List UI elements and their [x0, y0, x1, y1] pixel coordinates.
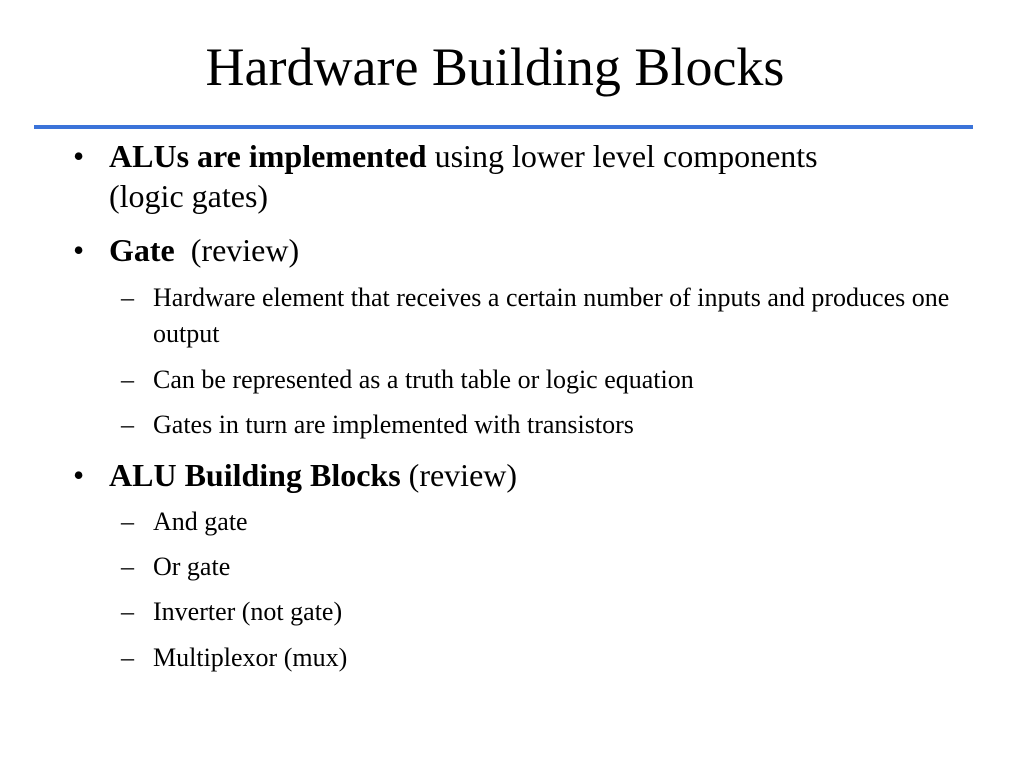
dash-marker: –	[121, 365, 134, 394]
slide-title: Hardware Building Blocks	[205, 37, 785, 97]
bullet-item	[73, 136, 869, 216]
bullet-marker: •	[73, 138, 85, 174]
dash-marker: –	[121, 552, 134, 581]
sub-bullet-text: Inverter (not gate)	[153, 597, 343, 626]
sub-bullet-text: Gates in turn are implemented with transistors	[153, 410, 634, 439]
dash-marker: –	[121, 643, 134, 672]
sub-bullet-item	[121, 280, 983, 352]
bullet-bold-text: Gate	[109, 232, 175, 268]
bullet-item	[73, 230, 869, 270]
bullet-text: (review)	[400, 457, 518, 493]
sub-bullet-item	[121, 640, 983, 676]
bullet-item	[73, 455, 869, 495]
bullet-bold-text: ALUs are implemented	[109, 138, 427, 174]
sub-bullet-item	[121, 362, 983, 398]
sub-bullet-item	[121, 504, 983, 540]
sub-bullet-item	[121, 407, 983, 443]
bullet-text: (review)	[174, 232, 300, 268]
dash-marker: –	[121, 410, 134, 439]
sub-bullet-text: Hardware element that receives a certain number of inputs and produces one output	[153, 283, 950, 348]
dash-marker: –	[121, 283, 134, 312]
sub-bullet-item	[121, 594, 983, 630]
bullet-text: using lower level components (logic gates)	[109, 138, 818, 214]
sub-bullet-item	[121, 549, 983, 585]
bullet-marker: •	[73, 457, 85, 493]
sub-bullet-text: Multiplexor (mux)	[153, 643, 348, 672]
dash-marker: –	[121, 597, 134, 626]
sub-bullet-text: And gate	[153, 507, 248, 536]
bullet-marker: •	[73, 232, 85, 268]
dash-marker: –	[121, 507, 134, 536]
sub-bullet-text: Or gate	[153, 552, 231, 581]
bullet-bold-text: ALU Building Blocks	[109, 457, 401, 493]
sub-bullet-text: Can be represented as a truth table or logic equation	[153, 365, 694, 394]
